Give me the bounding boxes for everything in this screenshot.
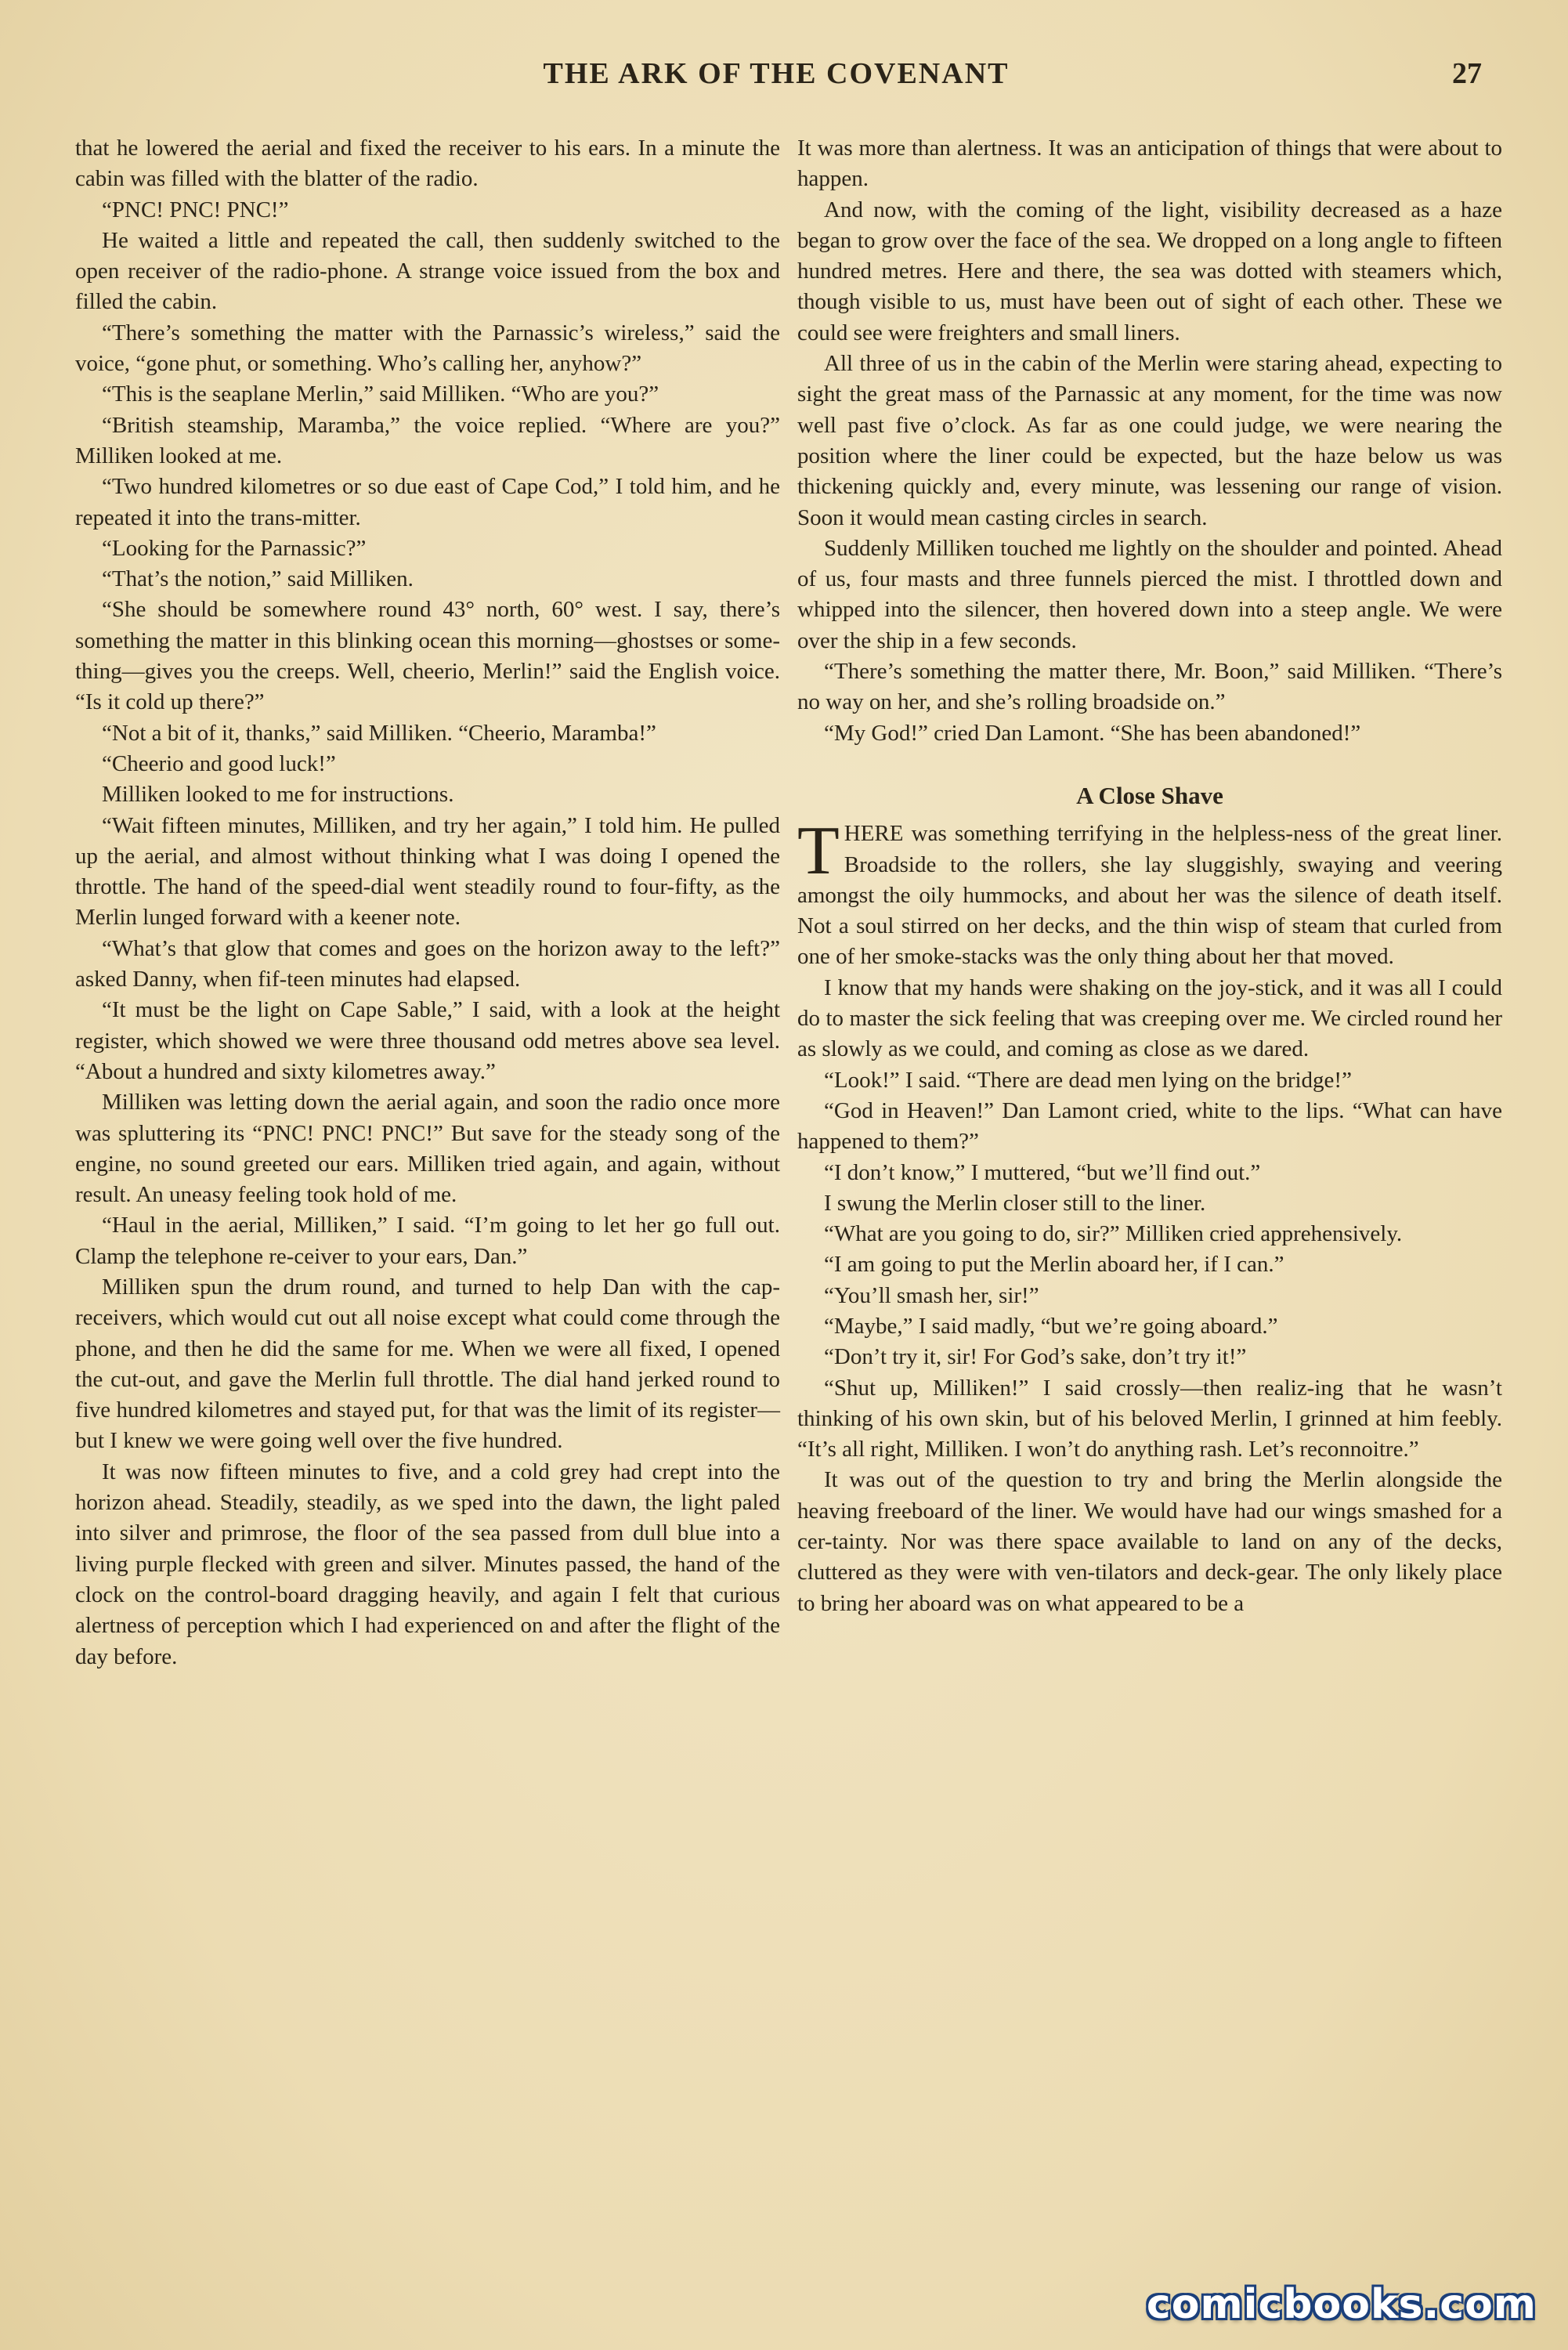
paragraph: “Shut up, Milliken!” I said crossly—then realiz-ing that he wasn’t thinking of his own skin, but of his beloved Merlin, I grinned at him feebly. “It’s all right, Milliken. I won’t do anything rash. Let’s reconnoitre.”	[797, 1375, 1502, 1462]
paragraph: Suddenly Milliken touched me lightly on the shoulder and pointed. Ahead of us, four masts and three funnels pierced the mist. I throttled down and whipped into the silencer, then hovered down into a steep angle. We were over the ship in a few seconds.	[797, 535, 1502, 653]
paragraph: “British steamship, Maramba,” the voice replied. “Where are you?” Milliken looked at me.	[75, 412, 780, 468]
paragraph: “There’s something the matter there, Mr. Boon,” said Milliken. “There’s no way on her, and she’s rolling broadside on.”	[797, 659, 1502, 715]
paragraph: He waited a little and repeated the call, then suddenly switched to the open receiver of the radio-phone. A strange voice issued from the box and filled the cabin.	[75, 227, 780, 315]
paragraph: “You’ll smash her, sir!”	[824, 1282, 1039, 1308]
paragraph: I swung the Merlin closer still to the liner.	[824, 1190, 1206, 1216]
paragraph: “I don’t know,” I muttered, “but we’ll find out.”	[824, 1159, 1261, 1185]
section-opening-paragraph	[797, 813, 1502, 972]
paragraph: “Maybe,” I said madly, “but we’re going aboard.”	[824, 1313, 1278, 1339]
site-watermark: comicbooks.com	[1146, 2281, 1537, 2328]
paragraph: “Don’t try it, sir! For God’s sake, don’t try it!”	[824, 1344, 1247, 1370]
paragraph: “Wait fifteen minutes, Milliken, and try her again,” I told him. He pulled up the aerial, and almost without thinking what I was doing I opened the throttle. The hand of the speed-dial went steadily round to four-fifty, as the Merlin lunged forward with a keener note.	[75, 812, 780, 931]
paragraph: “It must be the light on Cape Sable,” I said, with a look at the height register, which showed we were three thousand odd metres above sea level. “About a hundred and sixty kilometres away.”	[75, 997, 780, 1084]
paragraph: Milliken spun the drum round, and turned to help Dan with the cap-receivers, which would cut out all noise except what could come through the phone, and then he did the same for me. When we were all fixed, I opened the cut-out, and gave the Merlin full throttle. The dial hand jerked round to five hundred kilometres and stayed put, for that was the limit of its register—but I knew we were going well over the five hundred.	[75, 1274, 780, 1454]
paragraph: “Haul in the aerial, Milliken,” I said. “I’m going to let her go full out. Clamp the telephone re-ceiver to your ears, Dan.”	[75, 1213, 780, 1269]
paragraph: “What’s that glow that comes and goes on the horizon away to the left?” asked Danny, when fif-teen minutes had elapsed.	[75, 935, 780, 992]
paragraph: “God in Heaven!” Dan Lamont cried, white to the lips. “What can have happened to them?”	[797, 1097, 1502, 1155]
paragraph: “My God!” cried Dan Lamont. “She has been abandoned!”	[824, 720, 1361, 746]
paragraph: I know that my hands were shaking on the joy-stick, and it was all I could do to master the sick feeling that was creeping over me. We circled round her as slowly as we could, and coming as close as we dared.	[797, 974, 1502, 1062]
paragraph: “There’s something the matter with the Parnassic’s wireless,” said the voice, “gone phut, or something. Who’s calling her, anyhow?”	[75, 320, 780, 377]
page-number: 27	[1452, 57, 1482, 90]
paragraph: “She should be somewhere round 43° north, 60° west. I say, there’s something the matter in this blinking ocean this morning—ghostses or some-thing—gives you the creeps. Well, cheerio, Merlin!” said the English voice. “Is it cold up there?”	[75, 597, 780, 715]
paragraph: It was now fifteen minutes to five, and a cold grey had crept into the horizon ahead. Steadily, steadily, as we sped into the dawn, the light paled into silver and primrose, the floor of the sea passed from dull blue into a living purple flecked with green and silver. Minutes passed, the hand of the clock on the control-board dragging heavily, and again I felt that curious alertness of perception which I had experienced on and after the flight of the day before.	[75, 1459, 780, 1669]
running-header	[70, 56, 1482, 103]
paragraph: “Not a bit of it, thanks,” said Milliken. “Cheerio, Maramba!”	[102, 720, 656, 746]
paragraph: “Looking for the Parnassic?”	[102, 535, 367, 561]
paragraph: And now, with the coming of the light, visibility decreased as a haze began to grow over the face of the sea. We dropped on a long angle to fifteen hundred metres. Here and there, the sea was dotted with steamers which, though visible to us, must have been out of sight of each other. These we could see were freighters and small liners.	[797, 197, 1502, 345]
drop-cap: T	[797, 813, 840, 890]
running-title: THE ARK OF THE COVENANT	[543, 57, 1010, 90]
paragraph: Milliken was letting down the aerial again, and soon the radio once more was spluttering its “PNC! PNC! PNC!” But save for the steady song of the engine, no sound greeted our ears. Milliken tried again, and again, without result. An uneasy feeling took hold of me.	[75, 1090, 780, 1208]
paragraph: that he lowered the aerial and fixed the receiver to his ears. In a minute the cabin was filled with the blatter of the radio.	[75, 136, 780, 192]
paragraph: “I am going to put the Merlin aboard her, if I can.”	[824, 1252, 1284, 1278]
paragraph: “PNC! PNC! PNC!”	[102, 197, 289, 222]
paragraph: “What are you going to do, sir?” Milliken cried apprehensively.	[824, 1221, 1403, 1247]
paragraph: Milliken looked to me for instructions.	[102, 782, 454, 808]
paragraph: “That’s the notion,” said Milliken.	[102, 566, 414, 592]
section-heading: A Close Shave	[1076, 781, 1223, 809]
paragraph: “Two hundred kilometres or so due east of Cape Cod,” I told him, and he repeated it into the trans-mitter.	[75, 474, 780, 530]
paragraph: “Cheerio and good luck!”	[102, 750, 336, 776]
paragraph: “This is the seaplane Merlin,” said Milliken. “Who are you?”	[102, 381, 659, 407]
paragraph: It was out of the question to try and bring the Merlin alongside the heaving freeboard of the liner. We would have had our wings smashed for a cer-tainty. Nor was there space available to land on any of the decks, cluttered as they were with ven-tilators and deck-gear. The only likely place to bring her aboard was on what appeared to be a	[797, 1467, 1502, 1616]
paragraph: All three of us in the cabin of the Merlin were staring ahead, expecting to sight the great mass of the Parnassic at any moment, for the time was now well past five o’clock. As far as one could judge, we were nearing the position where the liner could be expected, but the haze below us was thickening quickly and, every minute, was lessening our range of vision. Soon it would mean casting circles in search.	[797, 351, 1502, 530]
paragraph-text: HERE was something terrifying in the helpless-ness of the great liner. Broadside to the rollers, she lay sluggishly, swaying and veering amongst the oily hummocks, and about her was the silence of death itself. Not a soul stirred on her decks, and the thin wisp of steam that curled from one of her smoke-stacks was the only thing about her that moved.	[797, 821, 1502, 970]
paragraph: It was more than alertness. It was an anticipation of things that were about to happen.	[797, 136, 1502, 192]
right-column	[797, 133, 1502, 1619]
paragraph: “Look!” I said. “There are dead men lying on the bridge!”	[824, 1067, 1352, 1093]
left-column	[75, 133, 780, 1672]
